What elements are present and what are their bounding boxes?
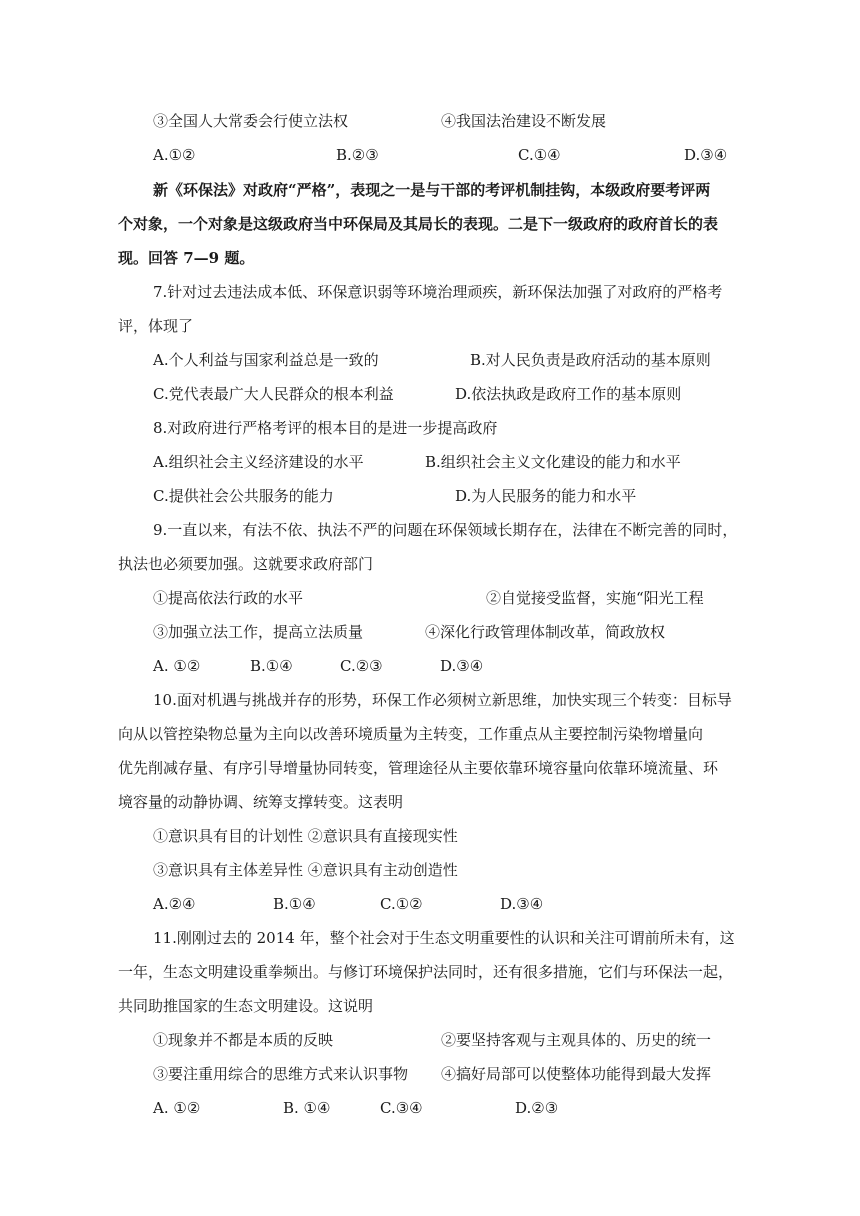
q8-stem: 8.对政府进行严格考评的根本目的是进一步提高政府 [153,419,498,437]
q10-option-d: D.③④ [500,895,544,913]
q9-option-c: C.②③ [340,657,383,675]
q6-statement-3: ③全国人大常委会行使立法权 [153,112,349,130]
q7-stem-line-1: 7.针对过去违法成本低、环保意识弱等环境治理顽疾，新环保法加强了对政府的严格考 [153,283,723,301]
q10-option-a: A.②④ [153,895,196,913]
q11-statement-3: ③要注重用综合的思维方式来认识事物 [153,1065,409,1083]
q9-statement-2: ②自觉接受监督，实施“阳光工程 [486,589,704,607]
q10-option-b: B.①④ [273,895,316,913]
q9-statement-3: ③加强立法工作，提高立法质量 [153,623,364,641]
q11-statement-2: ②要坚持客观与主观具体的、历史的统一 [441,1031,712,1049]
q11-statement-4: ④搞好局部可以使整体功能得到最大发挥 [441,1065,712,1083]
q8-option-d: D.为人民服务的能力和水平 [455,487,637,505]
intro-line-2: 个对象，一个对象是这级政府当中环保局及其局长的表现。二是下一级政府的政府首长的表 [118,215,719,233]
q11-stem-line-2: 一年，生态文明建设重拳频出。与修订环境保护法同时，还有很多措施，它们与环保法一起， [118,963,734,981]
q11-statement-1: ①现象并不都是本质的反映 [153,1031,334,1049]
q7-option-d: D.依法执政是政府工作的基本原则 [455,385,682,403]
q7-option-b: B.对人民负责是政府活动的基本原则 [470,351,711,369]
q8-option-c: C.提供社会公共服务的能力 [153,487,334,505]
q7-option-a: A.个人利益与国家利益总是一致的 [153,351,379,369]
q10-stem-line-1: 10.面对机遇与挑战并存的形势，环保工作必须树立新思维，加快实现三个转变：目标导 [153,691,732,709]
q9-statement-4: ④深化行政管理体制改革，简政放权 [425,623,666,641]
q6-option-b: B.②③ [336,146,379,164]
q10-stem-line-3: 优先削减存量、有序引导增量协同转变，管理途径从主要依靠环境容量向依靠环境流量、环 [118,759,719,777]
q8-option-a: A.组织社会主义经济建设的水平 [153,453,364,471]
q9-option-a: A. ①② [153,657,201,675]
q6-option-a: A.①② [153,146,196,164]
q11-option-c: C.③④ [380,1099,423,1117]
q9-option-b: B.①④ [250,657,293,675]
q9-stem-line-1: 9.一直以来，有法不依、执法不严的问题在环保领域长期存在，法律在不断完善的同时， [153,521,738,539]
q9-option-d: D.③④ [440,657,484,675]
q11-option-d: D.②③ [515,1099,559,1117]
q11-option-a: A. ①② [153,1099,201,1117]
q11-stem-line-3: 共同助推国家的生态文明建设。这说明 [118,997,374,1015]
q10-statements-row-2: ③意识具有主体差异性 ④意识具有主动创造性 [153,861,458,879]
q11-option-b: B. ①④ [283,1099,331,1117]
q6-statement-4: ④我国法治建设不断发展 [441,112,607,130]
q9-statement-1: ①提高依法行政的水平 [153,589,304,607]
q10-option-c: C.①② [380,895,423,913]
q10-stem-line-2: 向从以管控染物总量为主向以改善环境质量为主转变，工作重点从主要控制污染物增量向 [118,725,704,743]
q10-stem-line-4: 境容量的动静协调、统筹支撑转变。这表明 [118,793,404,811]
intro-line-1: 新《环保法》对政府“严格”，表现之一是与干部的考评机制挂钩，本级政府要考评两 [153,181,711,199]
q6-option-d: D.③④ [684,146,728,164]
q6-option-c: C.①④ [518,146,561,164]
q11-stem-line-1: 11.刚刚过去的 2014 年，整个社会对于生态文明重要性的认识和关注可谓前所未有，这 [153,929,735,947]
q7-stem-line-2: 评，体现了 [118,317,194,335]
intro-line-3: 现。回答 7—9 题。 [118,249,255,267]
q8-option-b: B.组织社会主义文化建设的能力和水平 [425,453,681,471]
q7-option-c: C.党代表最广大人民群众的根本利益 [153,385,394,403]
q10-statements-row-1: ①意识具有目的计划性 ②意识具有直接现实性 [153,827,458,845]
q9-stem-line-2: 执法也必须要加强。这就要求政府部门 [118,555,374,573]
